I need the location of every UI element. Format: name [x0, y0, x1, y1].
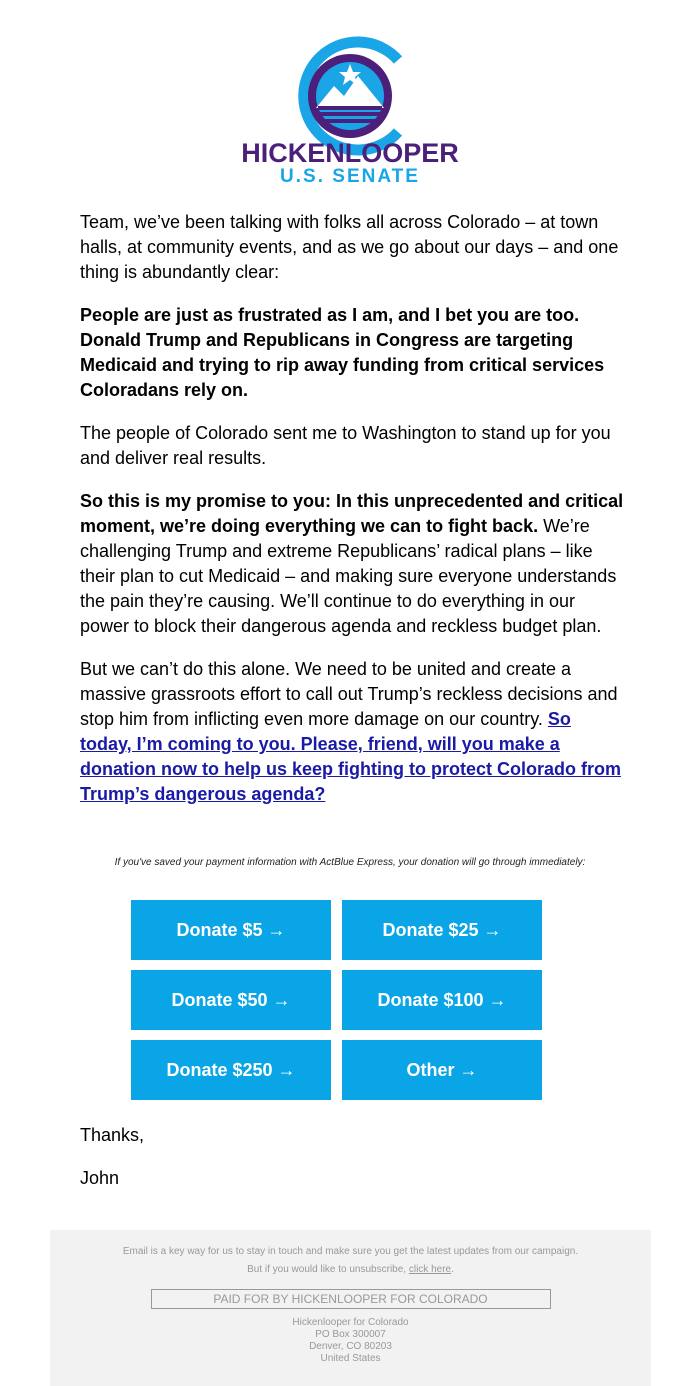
signoff-name: John: [80, 1168, 120, 1188]
logo-sub-text: U.S. SENATE: [280, 166, 420, 187]
address-line: Denver, CO 80203: [309, 1341, 392, 1352]
unsubscribe-prefix: But if you would like to unsubscribe,: [247, 1264, 409, 1275]
donate-appeal-link[interactable]: So today, I’m coming to you. Please, friend, will you make a donation now to help us keep fighting to protect Colorado from Trump’s dangerous agenda?: [80, 709, 621, 804]
email-footer: [50, 1230, 651, 1386]
footer-line-2: [50, 1261, 651, 1279]
paragraph-washington: The people of Colorado sent me to Washington to stand up for you and deliver real results.: [80, 423, 611, 468]
address-line: PO Box 300007: [315, 1329, 386, 1340]
address-line: United States: [320, 1353, 381, 1364]
logo-graphic: [230, 28, 470, 188]
paid-for-box: PAID FOR BY HICKENLOOPER FOR COLORADO: [151, 1289, 551, 1309]
donate-5-button[interactable]: Donate $5 →: [131, 900, 331, 960]
donate-other-button[interactable]: Other →: [342, 1040, 542, 1100]
unsubscribe-link[interactable]: click here: [408, 1264, 452, 1275]
campaign-logo: [0, 28, 700, 188]
address-line: Hickenlooper for Colorado: [292, 1317, 409, 1328]
paragraph-frustrated: People are just as frustrated as I am, and I bet you are too. Donald Trump and Republicans in Congress are targeting Medicaid and trying to rip away funding from critical services Coloradans rely on.: [80, 305, 605, 400]
logo-name-text: HICKENLOOPER: [241, 138, 459, 168]
paragraph-appeal: [80, 657, 625, 807]
appeal-text: But we can’t do this alone. We need to be united and create a massive grassroots effort to call out Trump’s reckless decisions and stop him from inflicting even more damage on our country.: [80, 659, 618, 729]
paragraph-promise: [80, 489, 625, 639]
footer-line-1: Email is a key way for us to stay in touch and make sure you get the latest updates from our campaign.: [122, 1246, 579, 1257]
donate-50-button[interactable]: Donate $50 →: [131, 970, 331, 1030]
mailing-address: [50, 1317, 651, 1365]
donate-250-button[interactable]: Donate $250 →: [131, 1040, 331, 1100]
donate-25-button[interactable]: Donate $25 →: [342, 900, 542, 960]
promise-bold-text: So this is my promise to you: In this unprecedented and critical moment, we’re doing everything we can to fight back.: [80, 491, 624, 536]
promise-text: We’re challenging Trump and extreme Republicans’ radical plans – like their plan to cut Medicaid – and making sure everyone understands the pain they’re causing. We’ll continue to do everything in our power to block their dangerous agenda and reckless budget plan.: [80, 516, 617, 636]
footer-text: [50, 1243, 651, 1279]
actblue-express-note: If you've saved your payment information with ActBlue Express, your donation will go through immediately:: [114, 857, 586, 868]
signoff: [80, 1123, 144, 1209]
paragraph-intro: Team, we’ve been talking with folks all across Colorado – at town halls, at community events, and as we go about our days – and one thing is abundantly clear:: [80, 212, 619, 282]
donate-100-button[interactable]: Donate $100 →: [342, 970, 542, 1030]
email-body: [80, 210, 625, 825]
unsubscribe-suffix: .: [451, 1264, 454, 1275]
signoff-thanks: Thanks,: [80, 1125, 145, 1145]
